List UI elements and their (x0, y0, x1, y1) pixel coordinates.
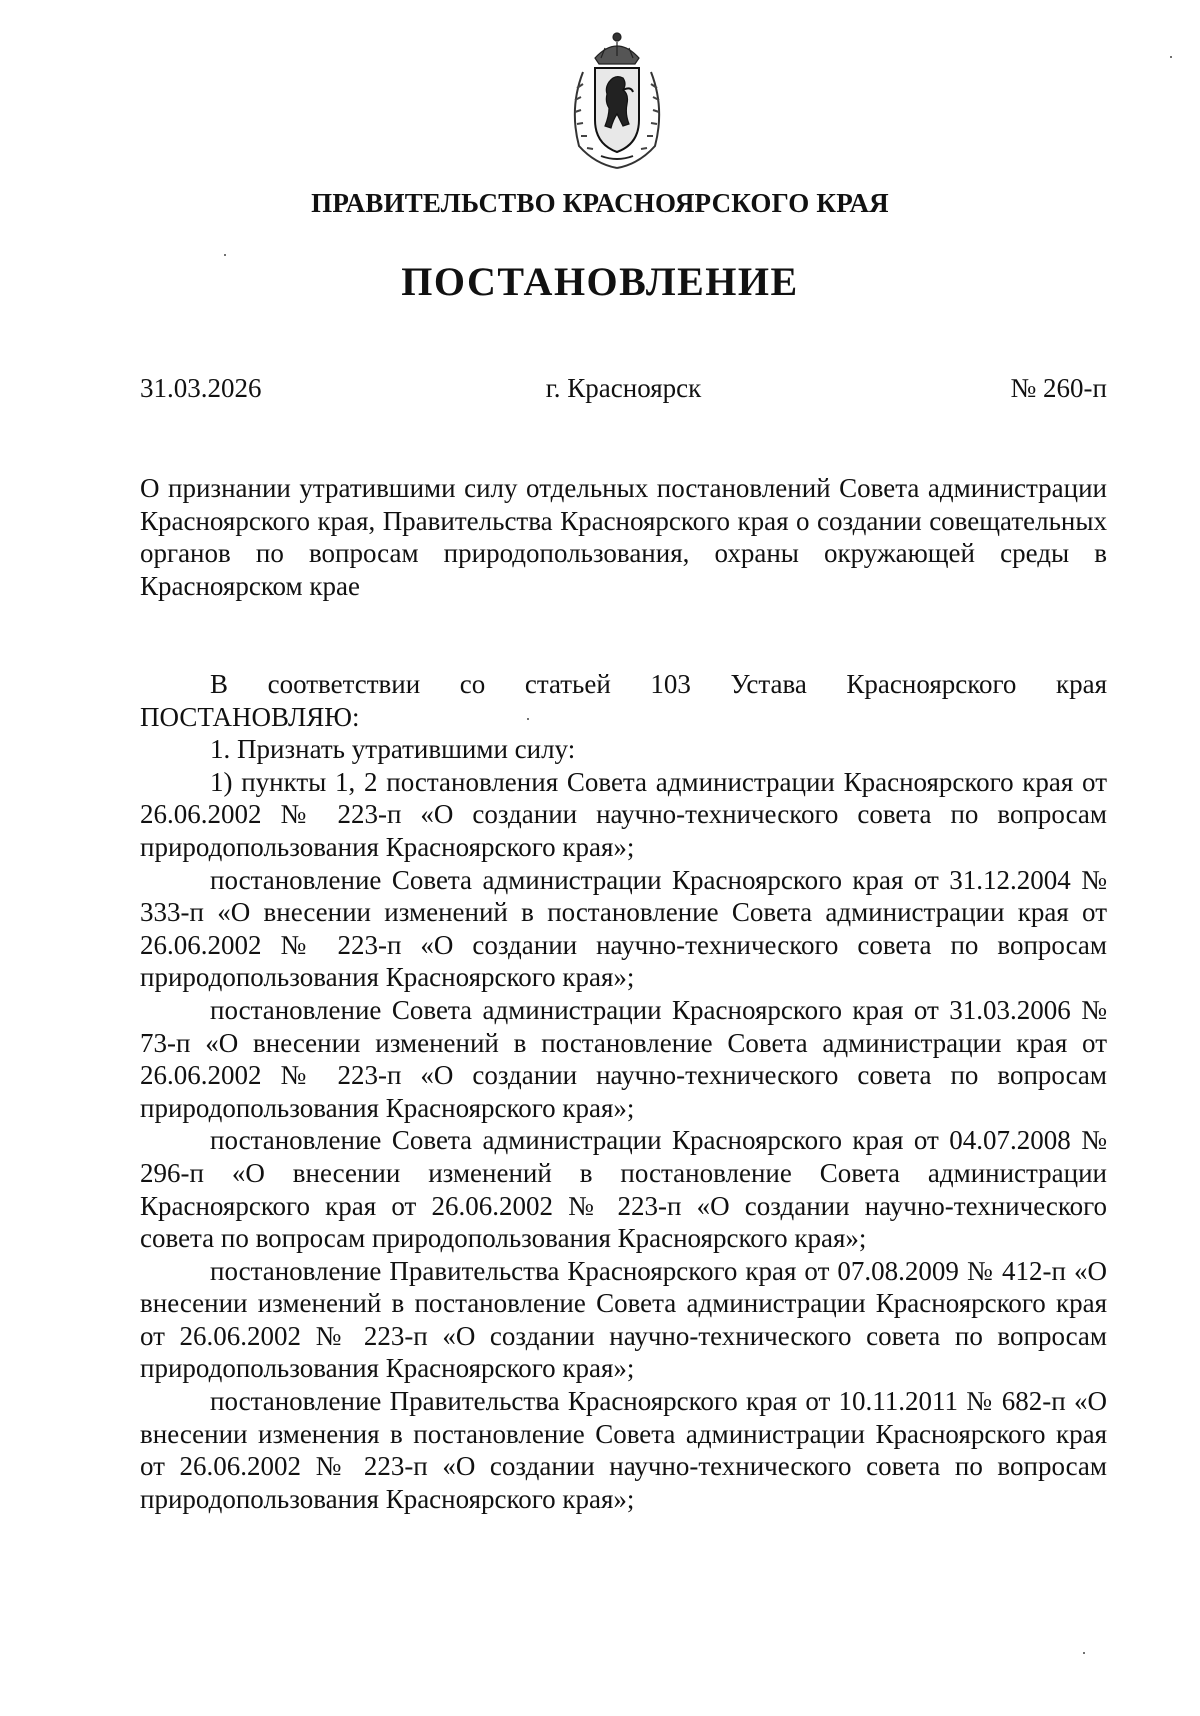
scan-speck (1083, 1652, 1085, 1654)
document-city: г. Красноярск (545, 373, 702, 403)
preamble-text: В соответствии со статьей 103 Устава Красноярского края (210, 669, 1107, 699)
body-paragraph: постановление Совета администрации Красноярского края от 31.03.2006 № 73-п «О внесении изменений в постановление Совета администрации края от 26.06.2002 № 223-п «О создании научно-технического совета по вопросам природопользования Красноярского края»; (140, 994, 1107, 1123)
body-paragraph: 1) пункты 1, 2 постановления Совета администрации Красноярского края от 26.06.2002 № 223-п «О создании научно-технического совета по вопросам природопользования Красноярского края»; (140, 766, 1107, 862)
decree-word: ПОСТАНОВЛЯЮ: (140, 701, 360, 732)
body-paragraph: постановление Совета администрации Красноярского края от 04.07.2008 № 296-п «О внесении изменений в постановление Совета администрации Красноярского края от 26.06.2002 № 223-п «О создании научно-технического совета по вопросам природопользования Красноярского края»; (140, 1125, 1107, 1254)
government-name: ПРАВИТЕЛЬСТВО КРАСНОЯРСКОГО КРАЯ (311, 188, 889, 218)
document-body (140, 668, 1107, 1515)
body-paragraph: постановление Правительства Красноярского края от 07.08.2009 № 412-п «О внесении изменений в постановление Совета администрации Красноярского края от 26.06.2002 № 223-п «О создании научно-технического совета по вопросам природопользования Красноярского края»; (140, 1255, 1107, 1384)
document-number: № 260-п (1010, 373, 1107, 403)
scan-speck (1170, 56, 1172, 58)
scan-speck (224, 254, 226, 256)
item-1: 1. Признать утратившими силу: (210, 734, 576, 765)
scan-speck (527, 718, 529, 720)
body-paragraph: постановление Правительства Красноярского края от 10.11.2011 № 682-п «О внесении изменения в постановление Совета администрации Красноярского края от 26.06.2002 № 223-п «О создании научно-технического совета по вопросам природопользования Красноярского края»; (140, 1386, 1107, 1514)
body-paragraph: постановление Совета администрации Красноярского края от 31.12.2004 № 333-п «О внесении изменений в постановление Совета администрации края от 26.06.2002 № 223-п «О создании научно-технического совета по вопросам природопользования Красноярского края»; (140, 864, 1107, 993)
document-meta-row (140, 373, 1107, 407)
coat-of-arms-icon (565, 28, 669, 170)
document-type-title: ПОСТАНОВЛЕНИЕ (401, 259, 799, 304)
subject-text: О признании утратившими силу отдельных постановлений Совета администрации Красноярского края, Правительства Красноярского края о создании совещательных органов по вопросам природопользования, охраны окружающей среды в Красноярском крае (140, 473, 1107, 601)
document-date: 31.03.2026 (140, 373, 262, 403)
document-subject (140, 472, 1107, 602)
